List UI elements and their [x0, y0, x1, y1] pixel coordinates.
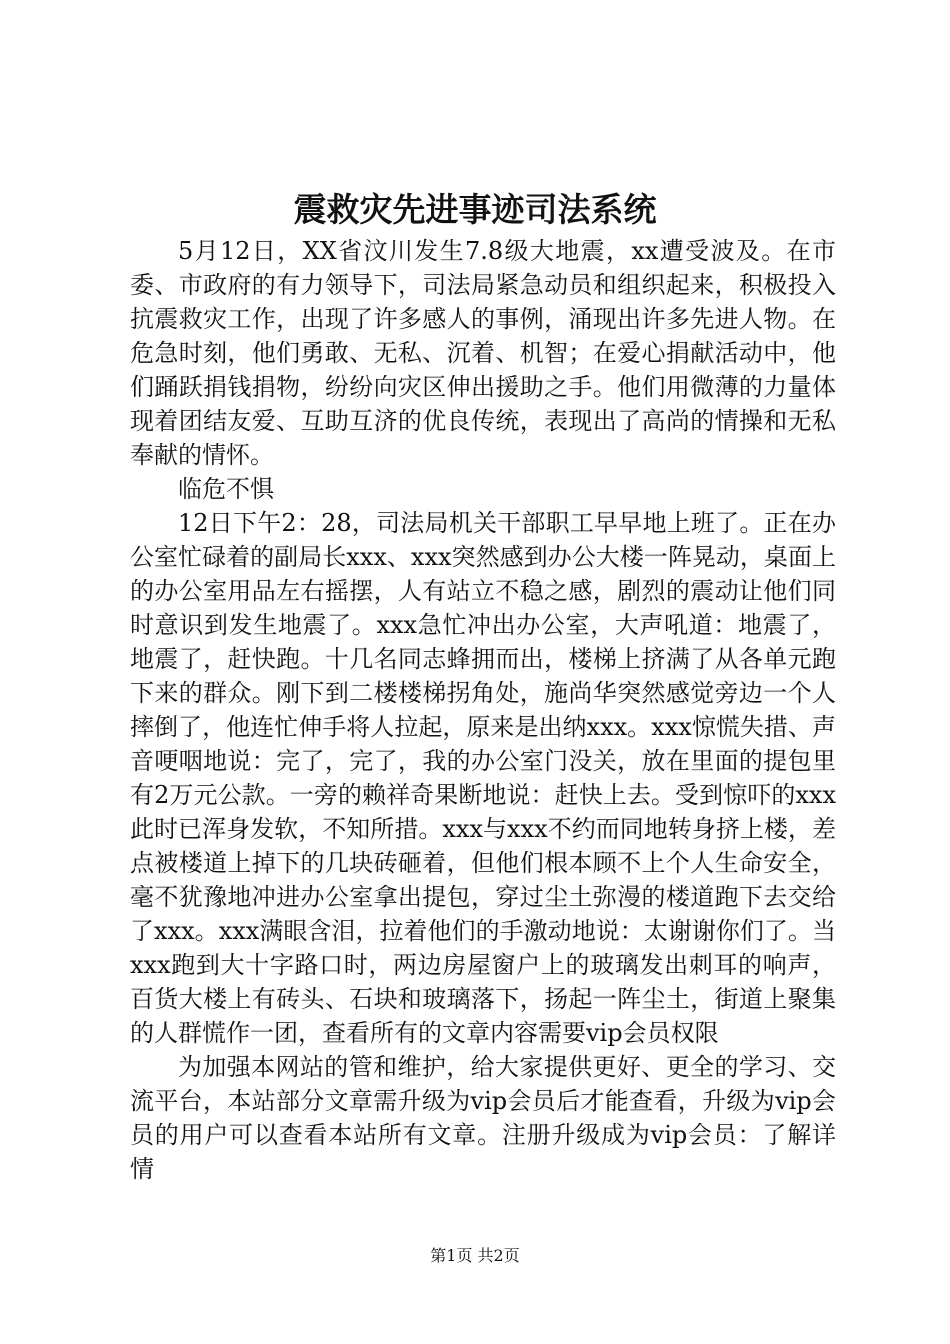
section-heading: 临危不惧 [178, 475, 274, 503]
vip-notice-paragraph: 为加强本网站的管和维护，给大家提供更好、更全的学习、交流平台，本站部分文章需升级为vip会员后才能查看，升级为vip会员的用户可以查看本站所有文章。注册升级成为vip会员：了解详情 [130, 1053, 836, 1183]
intro-paragraph: 5月12日，XX省汶川发生7.8级大地震，xx遭受波及。在市委、市政府的有力领导下，司法局紧急动员和组织起来，积极投入抗震救灾工作，出现了许多感人的事例，涌现出许多先进人物。在危急时刻，他们勇敢、无私、沉着、机智；在爱心捐献活动中，他们踊跃捐钱捐物，纷纷向灾区伸出援助之手。他们用微薄的力量体现着团结友爱、互助互济的优良传统，表现出了高尚的情操和无私奉献的情怀。 [130, 237, 836, 469]
page-footer: 第1页 共2页 [430, 1246, 520, 1265]
story-paragraph: 12日下午2：28，司法局机关干部职工早早地上班了。正在办公室忙碌着的副局长xxx、xxx突然感到办公大楼一阵晃动，桌面上的办公室用品左右摇摆，人有站立不稳之感，剧烈的震动让他们同时意识到发生地震了。xxx急忙冲出办公室，大声吼道：地震了，地震了，赶快跑。十几名同志蜂拥而出，楼梯上挤满了从各单元跑下来的群众。刚下到二楼楼梯拐角处，施尚华突然感觉旁边一个人摔倒了，他连忙伸手将人拉起，原来是出纳xxx。xxx惊慌失措、声音哽咽地说：完了，完了，我的办公室门没关，放在里面的提包里有2万元公款。一旁的赖祥奇果断地说：赶快上去。受到惊吓的xxx此时已浑身发软，不知所措。xxx与xxx不约而同地转身挤上楼，差点被楼道上掉下的几块砖砸着，但他们根本顾不上个人生命安全，毫不犹豫地冲进办公室拿出提包，穿过尘土弥漫的楼道跑下去交给了xxx。xxx满眼含泪，拉着他们的手激动地说：太谢谢你们了。当xxx跑到大十字路口时，两边房屋窗户上的玻璃发出刺耳的响声，百货大楼上有砖头、石块和玻璃落下，扬起一阵尘土，街道上聚集的人群慌作一团，查看所有的文章内容需要vip会员权限 [130, 509, 836, 1047]
document-title: 震救灾先进事迹司法系统 [293, 190, 657, 229]
document-body [130, 234, 836, 1186]
